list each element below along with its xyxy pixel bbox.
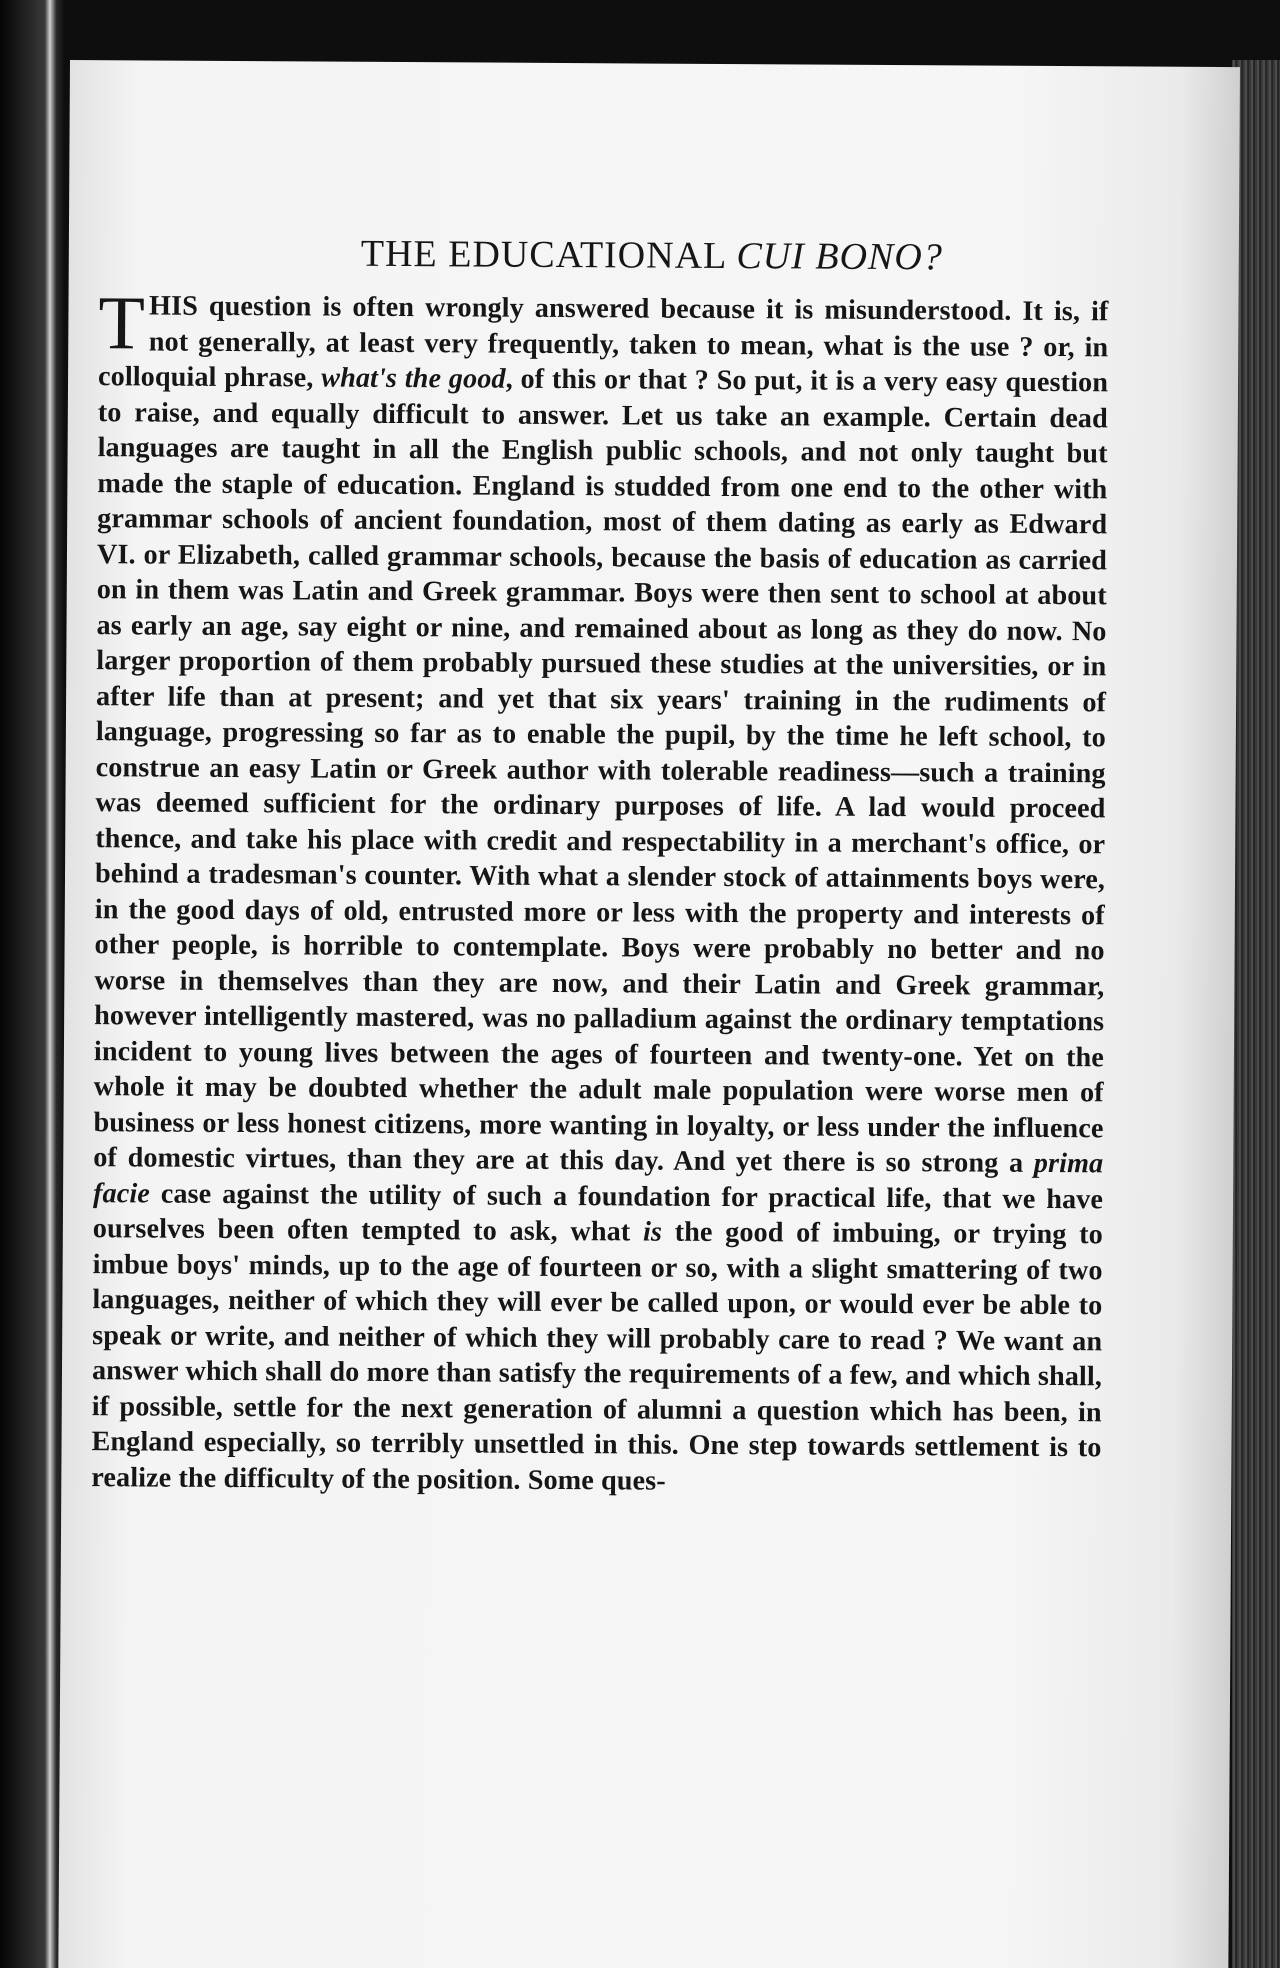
title-main: THE EDUCATIONAL [360,232,737,278]
first-word: HIS [148,290,198,322]
italic-word-is: is [642,1216,663,1248]
page-fore-edge [1232,60,1280,1968]
body-text-3: case against the utility of such a foundation for practical life, that we have ourselves been often tempted to ask, what [92,1178,1104,1248]
italic-phrase-prima-facie: prima facie [92,1147,1104,1210]
body-text-2: , of this or that ? So put, it is a very easy question to raise, and equally difficult to answer. Let us take an example. Certain dead languages are taught in all the English public schools, and not only taught but made the staple of education. England is studded from one end to the other with grammar schools of ancient foundation, most of them dating as early as Edward VI. or Elizabeth, called grammar schools, because the basis of education as carried on in them was Latin and Greek grammar. Boys were then sent to school at about as early an age, say eight or nine, and remained about as long as they do now. No larger proportion of them probably pursued these studies at the universities, or in after life than at present; and yet that six years' training in the rudiments of language, progressing so far as to enable the pupil, by the time he left school, to construe an easy Latin or Greek author with tolerable readiness—such a training was deemed sufficient for the ordinary purposes of life. A lad would proceed thence, and take his place with credit and respectability in a merchant's office, or behind a tradesman's counter. With what a slender stock of attainments boys were, in the good days of old, entrusted more or less with the property and interests of other people, is horrible to contemplate. Boys were probably no better and no worse in themselves than they are now, and their Latin and Greek grammar, however intelligently mastered, was no palladium against the ordinary temptations incident to young lives between the ages of fourteen and twenty-one. Yet on the whole it may be doubted whether the adult male population were worse men of business or less honest citizens, more wanting in loyalty, or less under the influence of domestic virtues, than they are at this day. And yet there is so strong a [93,363,1109,1179]
book-page [58,60,1240,1968]
body-text-1: question is often wrongly answered because it is misunderstood. It is, if not generally, at least very frequently, taken to mean, what is the use ? or, in colloquial phrase, [97,290,1109,394]
title-italic: CUI BONO? [736,235,943,279]
article [91,230,1109,1501]
left-page-binding-edge [0,0,64,1968]
italic-phrase-whats-the-good: what's the good [321,362,506,395]
article-title [99,230,1109,280]
drop-cap: T [98,281,146,366]
body-text-4: the good of imbuing, or trying to imbue boys' minds, up to the age of fourteen or so, with a slight smattering of two languages, neither of which they will ever be called upon, or would ever be able to speak or write, and neither of which they will probably care to read ? We want an answer which shall do more than satisfy the requirements of a few, and which shall, if possible, settle for the next generation of alumni a question which has been, in England especially, so terribly unsettled in this. One step towards settlement is to realize the difficulty of the position. Some ques- [91,1216,1103,1497]
article-body [91,281,1109,1501]
